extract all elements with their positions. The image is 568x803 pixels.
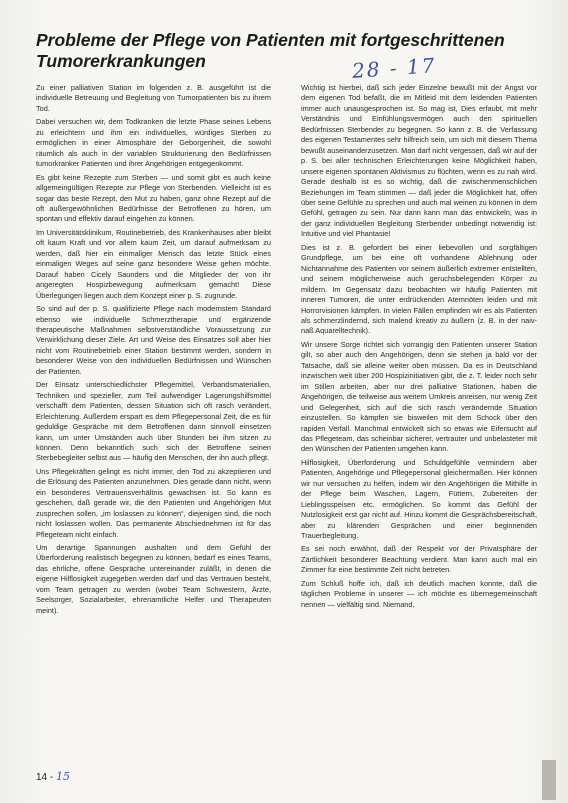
paragraph: Wichtig ist hierbei, daß sich jeder Einzelne bewußt mit der Angst vor dem eigenen Tod befaßt, die im Mitleid mit dem leidenden Patienten immer auch unausgesprochen ist. So mag ist, Dies erfaubt, mit mehr Verständnis und Einfühlungsvermögen auch den spirituellen Bedürfnissen Sterbender zu begegnen. So kann z. B. die Verfassung des eigenen Testamentes sehr hilfreich sein, um sich mit diesem Thema bewußt auseinanderzusetzen. Man darf nicht vergessen, daß wir auf der p. S. bei aller technischen Erleichterungen keine Möglichkeit haben, unsere eigenen spontanen Aktivismus zu flüchten, wenn es zu nah wird. Gerade deshalb ist es so wichtig, daß die zwischenmenschlichen Beziehungen im Team stimmen — daß jeder die Möglichkeit hat, offen über seine Gefühle zu sprechen und auch mal weinen zu können in dem Gefühl, getragen zu sein. Nur dann kann man das entwickeln, was in der ganz individuellen Begleitung Sterbender unbedingt notwendig ist: Intuitive und viel Phantasie! [301, 83, 537, 239]
paragraph: Es gibt keine Rezepte zum Sterben — und somit gibt es auch keine allgemeingültigen Rezepte zur Pflege von Sterbenden. Vielleicht ist es sogar das beste Rezept, den Mut zu haben, ganz ohne Rezept auf die oft außergewöhnlichen Bedürfnisse der Betroffenen zu hören, um spontan und effektiv darauf eingehen zu können. [36, 172, 271, 224]
paragraph: So sind auf der p. S. qualifizierte Pflege nach modernstem Standard ebenso wie individuelle Schmerztherapie und ergänzende therapeutische Maßnahmen selbstverständliche Voraussetzung zur Verwirklichung dieser Ziele. Art und Weise des Einsatzes soll aber hier nicht vom Routinebetrieb einer Station bestimmt werden, sondern in besonderer Weise von den individuellen Bedürfnissen und Wünschen der Patienten. [36, 304, 271, 376]
paragraph: Zu einer palliativen Station im folgenden z. B. ausgeführt ist die individuelle Betreuung und Begleitung von Tumorpatienten bis zu ihrem Tod. [36, 83, 271, 113]
page-footer [36, 770, 70, 783]
paragraph: Der Einsatz unterschiedlichster Pflegemittel, Verbandsmaterialien, Techniken und spezieller, zum Teil aufwendiger Lagerungshilfsmittel verschafft dem Patienten, dessen Situation sich oft rasch verändert, Erleichterung. Außerdem erspart es dem Pflegepersonal Zeit, die es für geduldige Gespräche mit dem Betroffenen dann sinnvoll einsetzen kann, um unter Umständen auch über Stunden bei ihm sitzen zu können. Denn bekanntlich such sich der Betroffene seinen Sterbebegleiter selbst aus — häufig den Menschen, der ihn auch pflegt. [36, 380, 271, 463]
paragraph: Es sei noch erwähnt, daß der Respekt vor der Privatsphäre der Zärtlichkeit besonderer Beachtung verdient. Man kann auch mal ein Zimmer für eine bestimmte Zeit nicht betreten. [301, 544, 537, 575]
paragraph: Dies ist z. B. gefordert bei einer liebevollen und sorgfältigen Grundpflege, um bei eine oft vorhandene Ablehnung oder Nichtannahme des Patienten vor seinem äußerlich extremer entstellten, und seinem möglicherweise auch geruchsbelegenden Körper zu mildern. Im Gegensatz dazu beobachten wir häufig Patienten mit inneren Tumoren, die unter erdrückenden Atemnöten leiden und mit Horrorvisionen kämpfen. In vielen Fällen empfinden wir es als Patienten als schmerzlindernd, sich malend kreativ zu äußern (z. B. in der naiv-naß Aquarelltechnik). [301, 242, 537, 336]
paragraph: Uns Pflegekräften gelingt es nicht immer, den Tod zu akzeptieren und die Erlösung des Patienten anzunehmen. Dies gerade dann nicht, wenn ein besonderes Vertrauensverhältnis gewachsen ist. So kann es geschehen, daß gerade wir, die den Patienten und Angehörigen Mut zusprechen sollen, „im loslassen zu können“, diejenigen sind, die noch nicht loslassen wollen. Das permanente Abschiednehmen ist für das Pflegeteam nicht einfach. [36, 466, 271, 539]
paragraph: Um derartige Spannungen aushalten und dem Gefühl der Überforderung realistisch begegnen zu können, bedarf es eines Teams, das ehrliche, offene Gespräche untereinander zuläßt, in denen die eigene Hilflosigkeit zugegeben werden darf und das Vertrauen besteht, vom Team getragen zu werden (wobei Team Schwestern, Ärzte, Seelsorger, Sozialarbeiter, ehrenamtliche Helfer und Therapeuten meint). [36, 543, 271, 615]
paragraph: Hilflosigkeit, Überforderung und Schuldgefühle vermindern aber Patienten, Angehörige und Pflegepersonal gleichermaßen. Hier können wir nur versuchen zu helfen, indem wir den Angehörigen die Mithilfe in der Pflege beim Waschen, Lagern, Füttern, Zubereiten der Lieblingsspeisen etc. ermöglichen. So kommt das Gefühl der Nutzlosigkeit erst gar nicht auf. Hinzu kommt die Gesprächsbereitschaft, aber zu klärenden Gesprächen und einer beginnenden Trauerbegleitung. [301, 457, 537, 541]
scan-edge-mark [542, 760, 556, 800]
article-title: Probleme der Pflege von Patienten mit fortgeschrittenen Tumorerkrankungen [36, 30, 505, 71]
left-column [36, 83, 271, 619]
paragraph: Dabei versuchen wir, dem Todkranken die letzte Phase seines Lebens zu erleichtern und ihm ein individuelles, würdiges Sterben zu ermöglichen in einer Atmosphäre der Geborgenheit, die sowohl räumlich als auch in der variablen Strukturierung den Bedürfnissen tumorkranker Patienten und ihrer Angehörigen entgegenkommt. [36, 117, 271, 169]
paragraph: Zum Schluß hoffe ich, daß ich deutlich machen konnte, daß die täglichen Probleme in unserer — ich möchte es übernegemeinschaft nennen — vielfältig sind. Niemand, [301, 578, 537, 609]
page-number: 14 - [36, 772, 54, 783]
right-column [301, 83, 537, 613]
handwritten-annotation: 28 - 17 [351, 53, 438, 83]
handwritten-page-number: 15 [56, 770, 71, 783]
paragraph: Wir unsere Sorge richtet sich vorrangig den Patienten unserer Station gilt, so aber auch den Angehörigen, denn sie stehen ja bald vor der Tatsache, daß sie alleine weiter oben müssen. Da es in Deutschland inzwischen weit über 200 Hospizinitiativen gibt, die z. T. leider noch sehr im Stillen arbeiten, aber nur drei palliative Stationen, haben die Angehörigen, die teilweise aus weitem Umkreis anreisen, nur wenig Zeit und Gelegenheit, sich auf die sich rasch verändernde Situation einzustellen. So kämpfen sie bisweilen mit dem Schock über den rapiden Verfall. Manchmal entwickelt sich so etwas wie Eifersucht auf das Pflegeteam, das scheinbar sicherer, vertrauter und unbelasteter mit den Wünschen der Patienten umgehen kann. [301, 339, 537, 454]
paragraph: Im Universitätsklinikum, Routinebetrieb, des Krankenhauses aber bleibt oft kaum Kraft und vor allem kaum Zeit, um darauf aufmerksam zu werden, daß hier ein einmaliger Mensch das letzte Stück eines einmaligen Weges auf seine ganz besondere Weise gehen möchte. Darauf haben Cicely Saunders und die Mitglieder der von ihr angeregten Hospizbewegung aufmerksam gemacht! Diese Überlegungen liegen auch dem Konzept einer p. S. zugrunde. [36, 227, 271, 300]
